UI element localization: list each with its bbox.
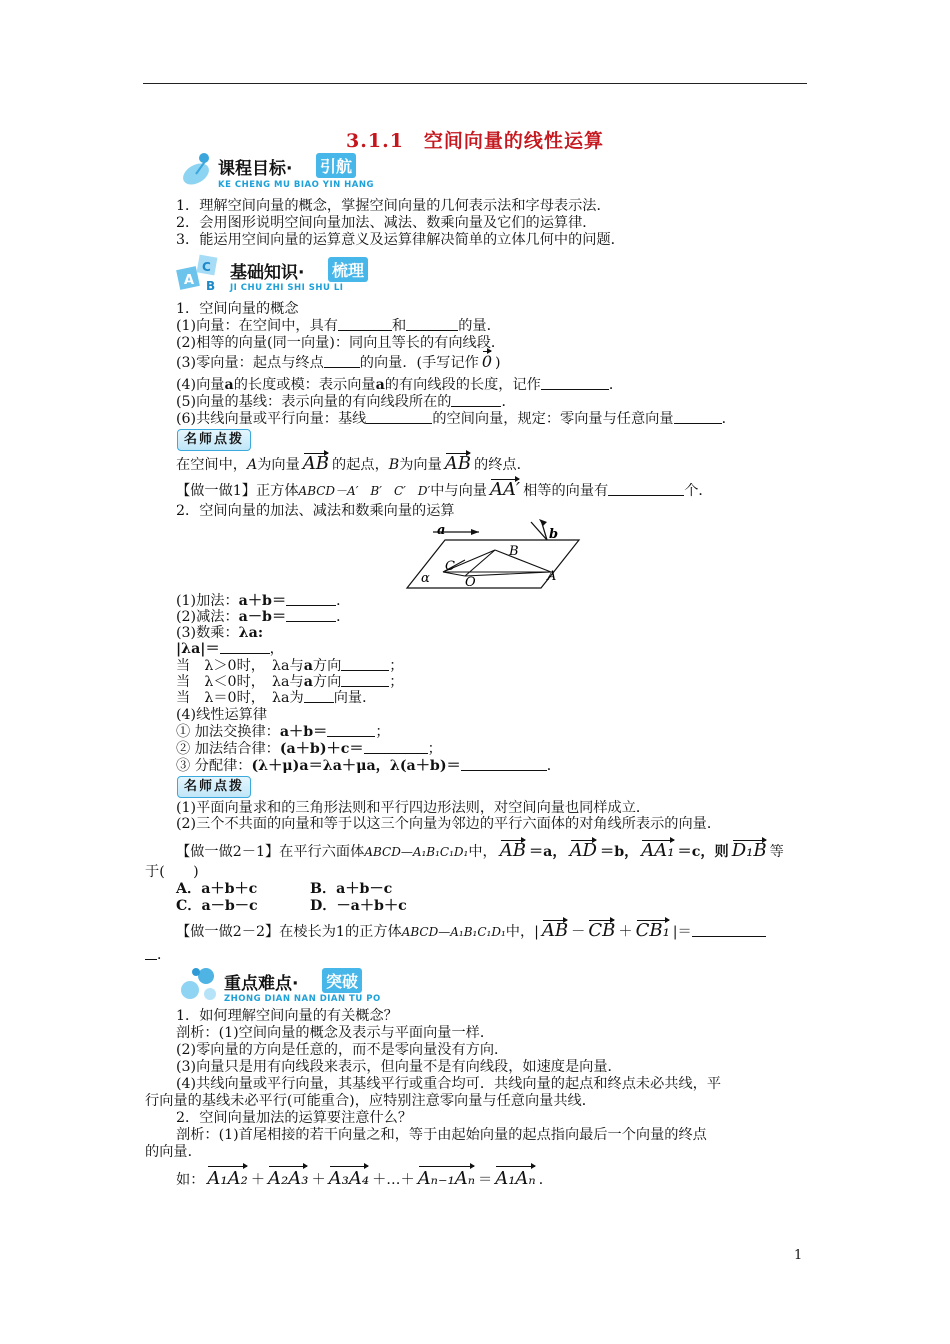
abc-blocks-icon xyxy=(176,252,226,296)
answer-blank xyxy=(541,377,609,390)
answer-blank xyxy=(304,690,334,703)
answer-blank xyxy=(286,609,336,622)
text: ． xyxy=(501,394,516,410)
text: (1)加法： xyxy=(176,593,239,609)
concept-line xyxy=(176,353,501,372)
vector-AA1: AA₁ xyxy=(641,840,675,861)
text: － xyxy=(571,924,586,940)
text: ＋…＋ xyxy=(372,1172,415,1188)
teacher-tip-badge: 名师点拨 xyxy=(177,429,251,451)
text: (3)零向量：起点与终点 xyxy=(176,355,324,371)
paragraph-line: (2)零向量的方向是任意的，而不是零向量没有方向． xyxy=(176,1042,509,1058)
text: 【做一做2－2】在棱长为1的正方体 xyxy=(176,924,402,940)
text: (3)数乘： xyxy=(176,625,239,641)
tip-text: (1)平面向量求和的三角形法则和平行四边形法则，对空间向量也同样成立． xyxy=(176,800,651,816)
answer-blank xyxy=(366,411,432,424)
subsection-heading: 2．空间向量的加法、减法和数乘向量的运算 xyxy=(176,503,455,519)
text: B．a＋b－c xyxy=(310,881,393,897)
text: 等 xyxy=(769,844,784,860)
satellite-icon xyxy=(176,148,220,192)
vector-symbol: a xyxy=(224,377,234,393)
answer-blank xyxy=(324,355,360,368)
text: ＋ xyxy=(250,1172,266,1188)
text: (6)共线向量或平行向量：基线 xyxy=(176,411,367,427)
vector-A2A3: A₂A₃ xyxy=(268,1168,309,1189)
banner-tag: 引航 xyxy=(316,153,356,178)
text: B xyxy=(388,457,400,473)
vector-A1A2: A₁A₂ xyxy=(207,1168,248,1189)
text: ＋ xyxy=(618,924,633,940)
text: 的有向线段的长度，记作 xyxy=(384,377,541,393)
fig-label-O: O xyxy=(465,575,476,590)
text: D．－a＋b＋c xyxy=(310,898,407,914)
text: ＋ xyxy=(311,1172,326,1188)
paragraph-line: 剖析：(1)空间向量的概念及表示与平面向量一样． xyxy=(176,1025,495,1041)
banner-label: 课程目标· xyxy=(218,159,293,179)
fig-label-B: B xyxy=(509,544,519,559)
header-rule xyxy=(143,83,807,84)
text: 在空间中， xyxy=(176,457,247,473)
answer-blank xyxy=(461,758,547,771)
text: |＝ xyxy=(672,924,692,940)
goal-item: 3．能运用空间向量的运算意义及运算律解决简单的立体几何中的问题． xyxy=(176,232,625,248)
zero-vector-symbol: 0 xyxy=(481,352,493,371)
option-b xyxy=(310,880,392,898)
text: ＝b， xyxy=(600,844,639,860)
vector-A1An: A₁Aₙ xyxy=(495,1168,536,1189)
answer-blank xyxy=(364,741,428,754)
text: ； xyxy=(389,674,404,690)
text: (4)向量 xyxy=(176,377,225,393)
exercise-2-1-continued: 于( ) xyxy=(145,864,199,880)
goal-item: 2．会用图形说明空间向量加法、减法、数乘向量及它们的运算律． xyxy=(176,215,597,231)
vector-AD: AD xyxy=(569,840,597,861)
concept-line xyxy=(176,410,736,428)
text: 的终点． xyxy=(474,457,531,473)
text: 【做一做1】正方体 xyxy=(176,483,299,499)
fig-label-b: b xyxy=(549,527,559,542)
concept-line: (2)相等的向量(同一向量)：同向且等长的有向线段． xyxy=(176,335,506,351)
subsection-heading: (4)线性运算律 xyxy=(176,707,268,723)
answer-blank xyxy=(145,947,157,960)
operation-line xyxy=(176,689,376,707)
text: 方向 xyxy=(312,658,342,674)
paragraph-line: 剖析：(1)首尾相接的若干向量之和，等于由起始向量的起点指向最后一个向量的终点 xyxy=(176,1127,707,1143)
goal-item: 1．理解空间向量的概念，掌握空间向量的几何表示法和字母表示法． xyxy=(176,198,611,214)
answer-blank xyxy=(327,724,375,737)
text: 当 λ＜0时， λa与 xyxy=(176,674,304,690)
text: 【做一做2－1】在平行六面体 xyxy=(176,844,365,860)
fig-label-C: C xyxy=(445,559,455,574)
text: λa: xyxy=(238,625,264,641)
text: 相等的向量有 xyxy=(523,483,609,499)
text: ， xyxy=(269,641,284,657)
paragraph-line: 1．如何理解空间向量的有关概念？ xyxy=(176,1008,398,1024)
concept-line xyxy=(176,393,516,411)
vector-A3A4: A₃A₄ xyxy=(328,1168,370,1189)
paragraph-line: (4)共线向量或平行向量，其基线平行或重合均可．共线向量的起点和终点未必共线，平 xyxy=(176,1076,722,1092)
option-d xyxy=(310,897,407,915)
vector-AB: AB xyxy=(302,453,330,474)
rule-line xyxy=(176,757,561,775)
exercise-1 xyxy=(176,481,713,500)
banner-label: 重点难点· xyxy=(224,974,299,994)
text: 个． xyxy=(684,483,713,499)
text: ． xyxy=(336,609,351,625)
text: ABCD－A′ B′ C′ D′ xyxy=(298,484,431,498)
text: a＋b＝ xyxy=(238,593,287,609)
paragraph-line: 行向量的基线未必平行(可能重合)，应特别注意零向量与任意向量共线． xyxy=(145,1093,596,1109)
banner-tag: 梳理 xyxy=(328,257,368,282)
vector-CB1: CB₁ xyxy=(635,920,670,941)
option-c xyxy=(176,897,258,915)
answer-blank xyxy=(608,483,684,496)
tip-text: (2)三个不共面的向量和等于以这三个向量为邻边的平行六面体的对角线所表示的向量． xyxy=(176,816,722,832)
vector-AA-prime: AA′ xyxy=(490,479,521,500)
text: ＝ xyxy=(478,1172,493,1188)
text: ． xyxy=(538,1172,553,1188)
page-title: 3.1.1 空间向量的线性运算 xyxy=(346,130,604,152)
text: (λ＋μ)a＝λa＋μa，λ(a＋b)＝ xyxy=(251,758,461,774)
text: 当 λ＞0时， λa与 xyxy=(176,658,304,674)
text: 方向 xyxy=(312,674,342,690)
text: ABCD—A₁B₁C₁D₁ xyxy=(401,925,506,939)
subsection-heading: 1．空间向量的概念 xyxy=(176,301,299,317)
text: 的量． xyxy=(458,318,501,334)
text: A．a＋b＋c xyxy=(176,881,258,897)
text: 的起点， xyxy=(332,457,389,473)
text: ； xyxy=(427,741,442,757)
banner-subtitle: JI CHU ZHI SHI SHU LI xyxy=(230,283,344,293)
answer-blank xyxy=(341,674,389,687)
teacher-tip-badge: 名师点拨 xyxy=(177,776,251,798)
banner-subtitle: KE CHENG MU BIAO YIN HANG xyxy=(218,180,374,190)
svg-text:B: B xyxy=(206,279,216,293)
text: ． xyxy=(157,947,172,963)
text: 和 xyxy=(391,318,407,334)
svg-text:C: C xyxy=(202,260,211,274)
text: 为向量 xyxy=(257,457,300,473)
text: 中， xyxy=(468,844,497,860)
text: C．a－b－c xyxy=(176,898,258,914)
text: ． xyxy=(721,411,736,427)
text: (5)向量的基线：表示向量的有向线段所在的 xyxy=(176,394,452,410)
text: ． xyxy=(546,758,561,774)
paragraph-line: (3)向量只是用有向线段来表示，但向量不是有向线段，如速度是向量． xyxy=(176,1059,622,1075)
text: |λa|＝ xyxy=(176,641,220,657)
page-number: 1 xyxy=(794,1248,803,1263)
banner-subtitle: ZHONG DIAN NAN DIAN TU PO xyxy=(224,994,381,1004)
exercise-2-2 xyxy=(176,922,766,941)
puzzle-pieces-icon xyxy=(176,962,226,1006)
vector-D1B: D₁B xyxy=(731,840,767,861)
text: ) xyxy=(495,355,501,371)
vector-symbol: a xyxy=(375,377,385,393)
vector-plane-figure xyxy=(405,518,581,592)
text: (2)减法： xyxy=(176,609,239,625)
answer-blank xyxy=(338,318,392,331)
rule-line xyxy=(176,723,390,741)
text: (a＋b)＋c＝ xyxy=(279,741,364,757)
svg-text:A: A xyxy=(184,273,195,288)
text: a＋b＝ xyxy=(279,724,328,740)
vector-AB: AB xyxy=(444,453,472,474)
text: 的长度或模：表示向量 xyxy=(233,377,376,393)
vector-CB: CB xyxy=(588,920,616,941)
section-banner-key-points xyxy=(176,962,396,1008)
fig-label-A: A xyxy=(547,569,557,584)
section-banner-goals xyxy=(176,148,386,194)
rule-line xyxy=(176,740,442,758)
text: a－b＝ xyxy=(238,609,287,625)
exercise-2-2-continued xyxy=(145,946,171,964)
exercise-2-1 xyxy=(176,842,784,861)
fig-label-a: a xyxy=(437,523,446,538)
text: 当 λ＝0时， λa为 xyxy=(176,690,304,706)
text: ． xyxy=(608,377,624,393)
text: ＝c，则 xyxy=(677,844,729,860)
banner-label: 基础知识· xyxy=(230,263,305,283)
answer-blank xyxy=(674,411,722,424)
text: a xyxy=(303,658,313,674)
text: ＝a， xyxy=(528,844,567,860)
tip-text xyxy=(176,455,531,474)
text: 的向量．(手写记作 xyxy=(359,355,479,371)
text: 中与向量 xyxy=(430,483,487,499)
answer-blank xyxy=(341,658,389,671)
text: ① 加法交换律： xyxy=(176,724,280,740)
concept-line xyxy=(176,317,501,335)
vector-An-1An: Aₙ₋₁Aₙ xyxy=(417,1168,475,1189)
answer-blank xyxy=(451,394,501,407)
answer-blank xyxy=(220,641,270,654)
section-banner-basics xyxy=(176,252,396,298)
text: 的空间向量，规定：零向量与任意向量 xyxy=(432,411,674,427)
text: ABCD—A₁B₁C₁D₁ xyxy=(364,845,469,859)
text: (1)向量：在空间中，具有 xyxy=(176,318,338,334)
text: ． xyxy=(336,593,351,609)
option-a xyxy=(176,880,257,898)
text: ② 加法结合律： xyxy=(176,741,280,757)
answer-blank xyxy=(286,593,336,606)
text: 为向量 xyxy=(399,457,442,473)
text: ； xyxy=(389,658,404,674)
text: A xyxy=(246,457,258,473)
operation-line xyxy=(176,640,284,658)
fig-label-alpha: α xyxy=(421,571,430,586)
banner-tag: 突破 xyxy=(322,968,362,993)
vector-AB: AB xyxy=(499,840,526,861)
formula-line xyxy=(176,1168,553,1191)
paragraph-line: 的向量． xyxy=(145,1144,202,1160)
text: 中，| xyxy=(505,924,539,940)
answer-blank xyxy=(406,318,458,331)
text: ； xyxy=(375,724,390,740)
text: 向量． xyxy=(333,690,377,706)
concept-line xyxy=(176,376,623,394)
paragraph-line: 2．空间向量加法的运算要注意什么？ xyxy=(176,1110,413,1126)
text: a xyxy=(303,674,313,690)
text: ③ 分配律： xyxy=(176,758,252,774)
text: 如： xyxy=(176,1172,205,1188)
vector-AB: AB xyxy=(541,920,569,941)
answer-blank xyxy=(692,924,766,937)
